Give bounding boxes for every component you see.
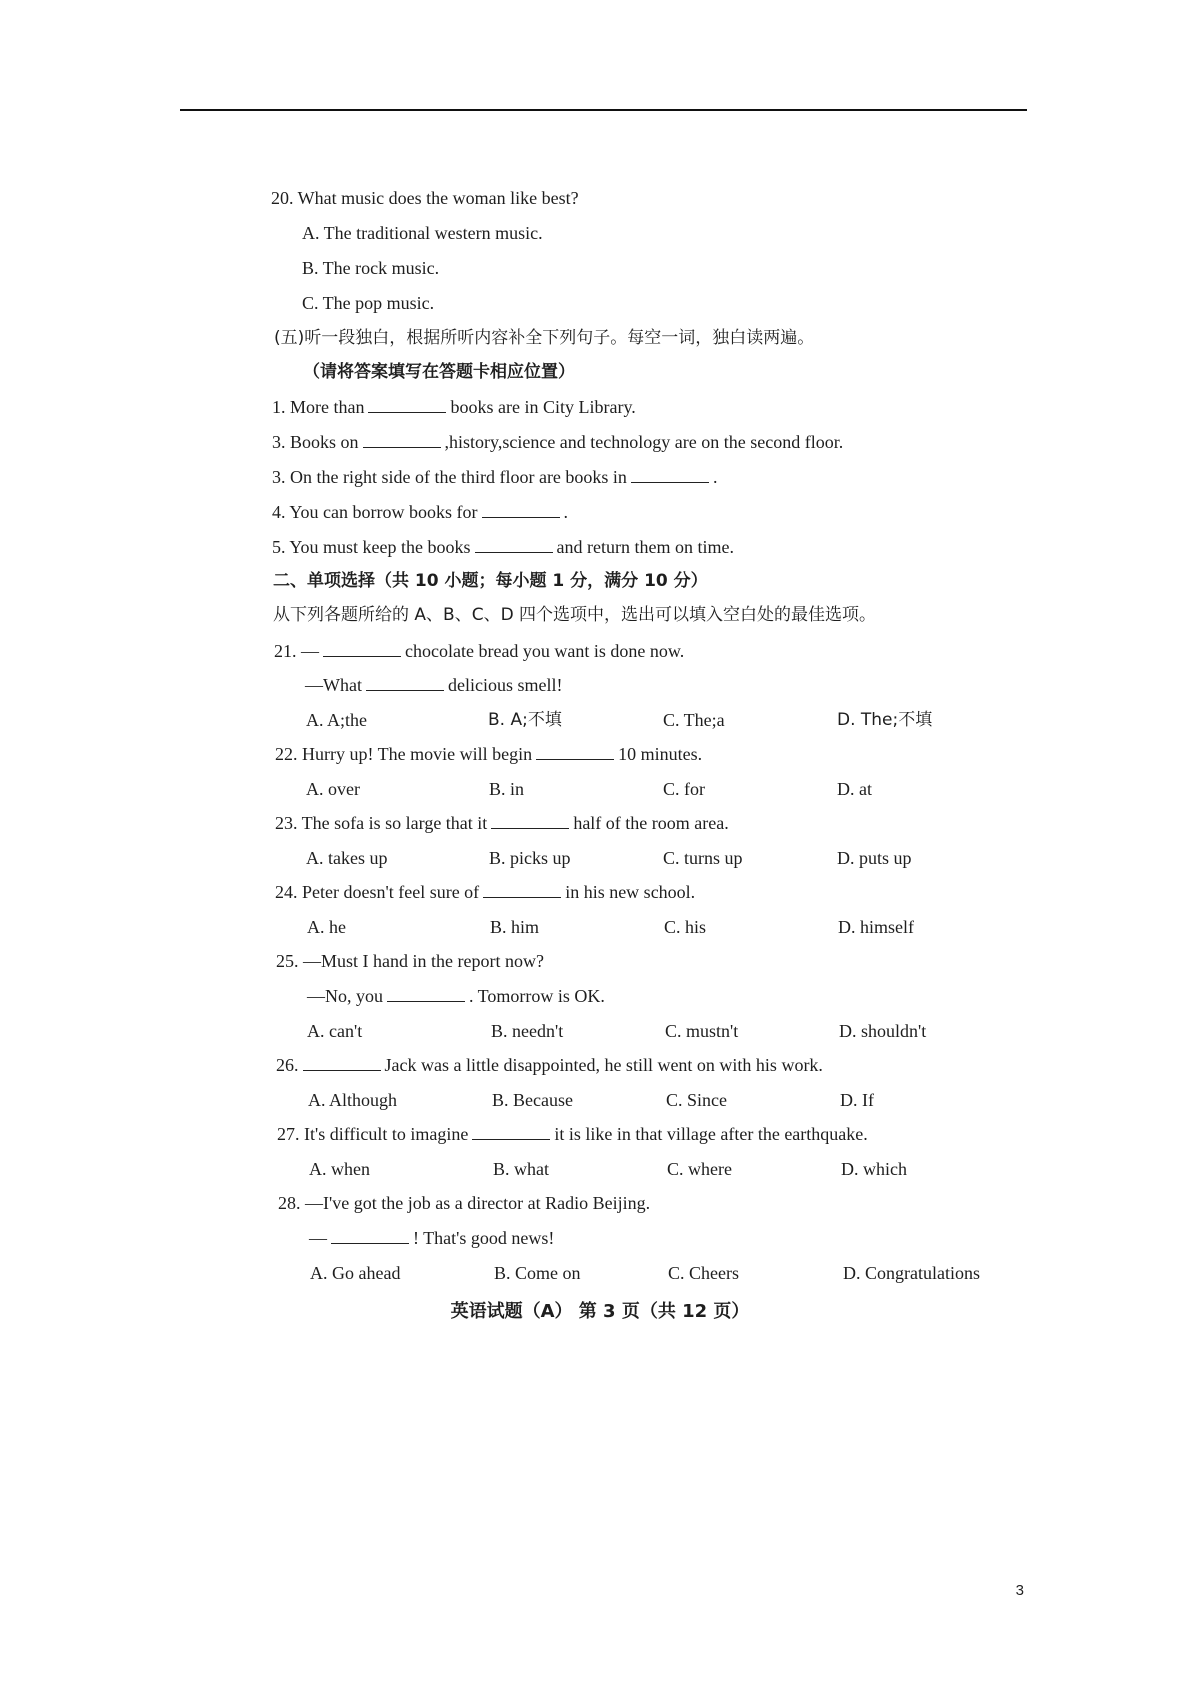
answer-blank: [472, 1123, 550, 1140]
page-footer: 英语试题（A） 第 3 页（共 12 页）: [450, 1301, 750, 1322]
option-b: B. in: [489, 779, 525, 799]
answer-blank: [491, 812, 569, 829]
answer-blank: [366, 674, 444, 691]
option-b: B. needn't: [491, 1021, 564, 1041]
q20-option-a: A. The traditional western music.: [302, 223, 543, 243]
answer-blank: [363, 431, 441, 448]
page-number: 3: [1015, 1582, 1024, 1599]
fill-item-5: [272, 535, 734, 559]
q22-stem: [275, 742, 702, 766]
fill-item-text: 5. You must keep the books: [272, 537, 471, 557]
q20-option-c: C. The pop music.: [302, 293, 435, 313]
fill-item-text: 3. Books on: [272, 432, 359, 452]
option-b: B. Because: [492, 1090, 573, 1110]
answer-blank: [387, 985, 465, 1002]
answer-blank: [331, 1227, 409, 1244]
section2-instruction: 从下列各题所给的 A、B、C、D 四个选项中，选出可以填入空白处的最佳选项。: [273, 605, 877, 625]
option-c: C. The;a: [663, 710, 725, 730]
option-d: D. which: [841, 1159, 907, 1179]
answer-blank: [368, 396, 446, 413]
q23-stem: [275, 811, 729, 835]
q21-text: delicious smell!: [447, 675, 563, 695]
q25-line2: [307, 984, 605, 1008]
option-a: A. he: [307, 917, 346, 937]
option-c: C. his: [664, 917, 707, 937]
q20-option-b: B. The rock music.: [302, 258, 440, 278]
option-d: D. The;不填: [837, 710, 933, 730]
q27-text: it is like in that village after the earthquake.: [554, 1124, 868, 1144]
option-c: C. mustn't: [665, 1021, 739, 1041]
q28-text: ! That's good news!: [413, 1228, 555, 1248]
answer-blank: [631, 466, 709, 483]
fill-item-text: ,history,science and technology are on the second floor.: [444, 432, 844, 452]
option-a: A. A;the: [306, 710, 367, 730]
answer-blank: [323, 640, 401, 657]
fill-item-text: 4. You can borrow books for: [272, 502, 478, 522]
fill-item-1: [272, 395, 636, 419]
option-a: A. when: [309, 1159, 370, 1179]
section5-instruction: (五)听一段独白，根据所听内容补全下列句子。每空一词，独白读两遍。: [274, 328, 815, 348]
option-d: D. If: [840, 1090, 874, 1110]
q25-text: . Tomorrow is OK.: [469, 986, 605, 1006]
option-d: D. puts up: [837, 848, 912, 868]
q23-text: half of the room area.: [573, 813, 729, 833]
q24-text: 24. Peter doesn't feel sure of: [275, 882, 480, 902]
q20-stem: 20. What music does the woman like best?: [271, 188, 579, 208]
option-b: B. picks up: [489, 848, 571, 868]
fill-item-text: .: [712, 467, 718, 487]
fill-item-text: and return them on time.: [556, 537, 734, 557]
answer-blank: [303, 1054, 381, 1071]
option-a: A. can't: [307, 1021, 363, 1041]
fill-item-4: [272, 500, 568, 524]
fill-item-text: .: [563, 502, 568, 522]
q27-text: 27. It's difficult to imagine: [277, 1124, 469, 1144]
q26-text: Jack was a little disappointed, he still went on with his work.: [384, 1055, 823, 1075]
q21-text: chocolate bread you want is done now.: [405, 641, 685, 661]
q25-text: —No, you: [307, 986, 383, 1006]
q28-text: —: [309, 1228, 327, 1248]
section5-note: （请将答案填写在答题卡相应位置）: [303, 362, 575, 382]
option-b: B. Come on: [494, 1263, 581, 1283]
q28-line2: [309, 1226, 554, 1250]
option-a: A. Although: [308, 1090, 398, 1110]
q27-stem: [277, 1122, 868, 1146]
fill-item-text: books are in City Library.: [450, 397, 636, 417]
q21-line2: [305, 673, 562, 697]
option-b: B. him: [490, 917, 540, 937]
answer-blank: [483, 881, 561, 898]
q21-line1: [274, 639, 684, 663]
option-d: D. shouldn't: [839, 1021, 927, 1041]
option-c: C. Cheers: [668, 1263, 739, 1283]
option-c: C. where: [667, 1159, 732, 1179]
option-a: A. over: [306, 779, 360, 799]
option-a: A. takes up: [306, 848, 388, 868]
section2-title: 二、单项选择（共 10 小题；每小题 1 分，满分 10 分）: [273, 571, 708, 591]
fill-item-2: [272, 430, 843, 454]
answer-blank: [536, 743, 614, 760]
q21-text: 21. —: [274, 641, 319, 661]
fill-item-text: 1. More than: [272, 397, 365, 417]
option-a: A. Go ahead: [310, 1263, 401, 1283]
option-c: C. turns up: [663, 848, 743, 868]
option-d: D. at: [837, 779, 872, 799]
fill-item-text: 3. On the right side of the third floor are books in: [272, 467, 627, 487]
answer-blank: [475, 536, 553, 553]
q22-text: 22. Hurry up! The movie will begin: [275, 744, 533, 764]
q26-stem: [276, 1053, 823, 1077]
option-c: C. for: [663, 779, 705, 799]
q26-text: 26.: [276, 1055, 299, 1075]
q23-text: 23. The sofa is so large that it: [275, 813, 488, 833]
fill-item-3: [272, 465, 717, 489]
q21-text: —What: [305, 675, 362, 695]
answer-blank: [482, 501, 560, 518]
option-d: D. Congratulations: [843, 1263, 980, 1283]
option-b: B. A;不填: [488, 710, 562, 730]
option-d: D. himself: [838, 917, 914, 937]
q28-line1: 28. —I've got the job as a director at Radio Beijing.: [278, 1193, 651, 1213]
q22-text: 10 minutes.: [618, 744, 703, 764]
option-c: C. Since: [666, 1090, 727, 1110]
q24-text: in his new school.: [565, 882, 696, 902]
q24-stem: [275, 880, 695, 904]
q25-line1: 25. —Must I hand in the report now?: [276, 951, 544, 971]
option-b: B. what: [493, 1159, 549, 1179]
